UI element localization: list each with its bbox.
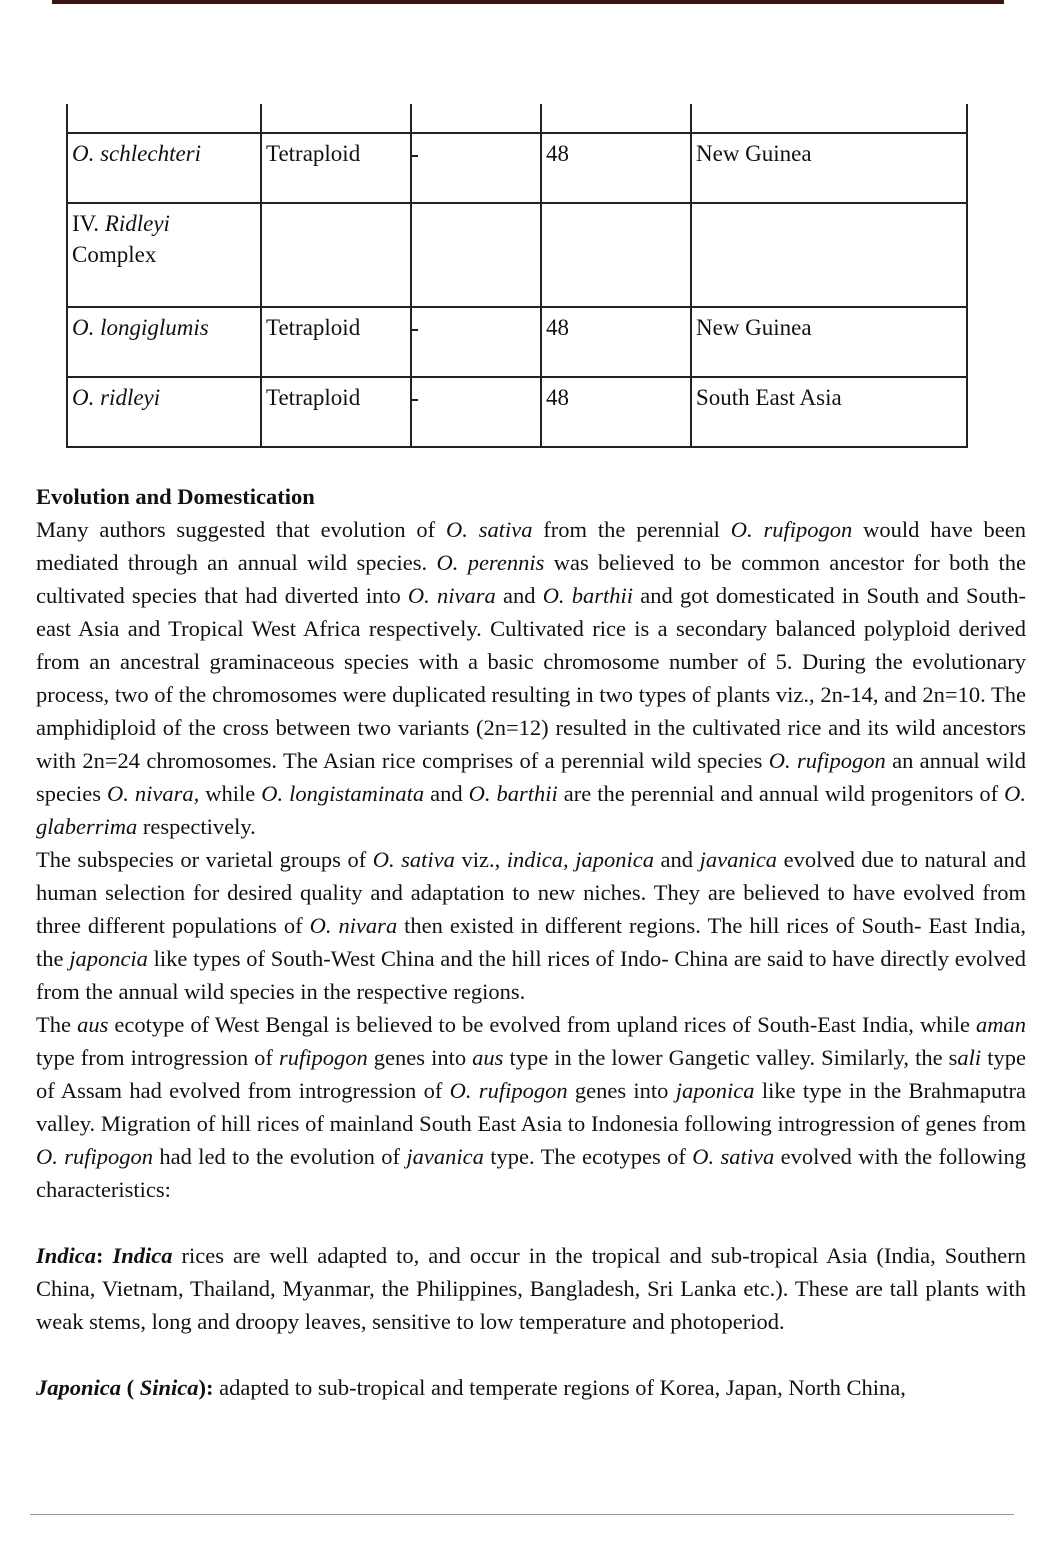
italic-term: O. rufipogon <box>768 748 886 773</box>
table-row <box>67 307 967 377</box>
italic-term: japoncia <box>69 946 148 971</box>
table-row <box>67 133 967 203</box>
italic-term: aman <box>976 1012 1027 1037</box>
chromosome-cell: 48 <box>541 307 691 377</box>
italic-term: O. nivara, <box>106 781 200 806</box>
italic-term: O. glaberrima <box>36 781 1026 839</box>
paragraph-subspecies: The subspecies or varietal groups of O. sativa viz., indica, japonica and javanica evolved due to natural and human selection for desired quality and adaptation to new niches. They are believed to have evolved from three different populations of O. nivara then existed in different regions. The hill rices of South- East India, the japoncia like types of South-West China and the hill rices of Indo- China are said to have directly evolved from the annual wild species in the respective regions. <box>36 847 1027 1004</box>
distribution-cell: South East Asia <box>691 377 967 447</box>
table-row <box>67 377 967 447</box>
table-top-fragment <box>67 104 967 133</box>
italic-term: Ridleyi <box>104 211 170 236</box>
italic-term: O. sativa <box>372 847 455 872</box>
bold-italic-term: Japonica <box>36 1375 122 1400</box>
chromosome-cell: 48 <box>541 377 691 447</box>
bold-text: ( <box>121 1375 140 1400</box>
italic-term: O. barthii <box>468 781 558 806</box>
species-cell: O. ridleyi <box>67 377 261 447</box>
bold-text: : <box>96 1243 113 1268</box>
bottom-rule <box>30 1514 1014 1515</box>
paragraph-ecotypes: The aus ecotype of West Bengal is believed to be evolved from upland rices of South-East India, while aman type from introgression of rufipogon genes into aus type in the lower Gangetic valley. Similarly, the sali type of Assam had evolved from introgression of O. rufipogon genes into japonica like type in the Brahmaputra valley. Migration of hill rices of mainland South East Asia to Indonesia following introgression of genes from O. rufipogon had led to the evolution of javanica type. The ecotypes of O. sativa evolved with the following characteristics: <box>36 1012 1027 1202</box>
dash-mark <box>412 155 418 157</box>
italic-term: japonica <box>675 1078 755 1103</box>
genome-cell <box>411 203 541 307</box>
italic-term: javanica <box>406 1144 484 1169</box>
bold-text: ): <box>198 1375 214 1400</box>
italic-term: O. rufipogon <box>36 1144 154 1169</box>
italic-term: O. sativa <box>446 517 533 542</box>
complex-label: IV. Ridleyi Complex <box>72 211 170 267</box>
bold-italic-term: Indica <box>112 1243 173 1268</box>
article-body <box>36 480 1026 1404</box>
ploidy-cell: Tetraploid <box>261 133 411 203</box>
species-table <box>66 104 968 448</box>
section-heading: Evolution and Domestication <box>36 484 315 509</box>
italic-term: O. nivara <box>309 913 398 938</box>
italic-term: ali <box>957 1045 982 1070</box>
genome-cell <box>411 133 541 203</box>
chromosome-cell: 48 <box>541 133 691 203</box>
genome-cell <box>411 307 541 377</box>
italic-term: aus <box>472 1045 504 1070</box>
ploidy-cell: Tetraploid <box>261 307 411 377</box>
italic-term: rufipogon <box>278 1045 368 1070</box>
italic-term: O. sativa <box>692 1144 775 1169</box>
spacer <box>36 1338 1026 1371</box>
paragraph-japonica: Japonica ( Sinica): adapted to sub-tropical and temperate regions of Korea, Japan, North China, <box>36 1375 906 1400</box>
table-row <box>67 203 967 307</box>
ploidy-cell: Tetraploid <box>261 377 411 447</box>
italic-term: O. barthii <box>542 583 634 608</box>
distribution-cell <box>691 203 967 307</box>
top-rule <box>52 0 1004 4</box>
species-cell <box>67 203 261 307</box>
italic-term: O. longistaminata <box>261 781 425 806</box>
ploidy-cell <box>261 203 411 307</box>
species-cell: O. longiglumis <box>67 307 261 377</box>
dash-mark <box>412 329 418 331</box>
distribution-cell: New Guinea <box>691 307 967 377</box>
italic-term: O. rufipogon <box>449 1078 568 1103</box>
spacer <box>36 1206 1026 1239</box>
chromosome-cell <box>541 203 691 307</box>
paragraph-indica: Indica: Indica rices are well adapted to, and occur in the tropical and sub-tropical Asia (India, Southern China, Vietnam, Thailand, Myanmar, the Philippines, Bangladesh, Sri Lanka etc.). These are tall plants with weak stems, long and droopy leaves, sensitive to low temperature and photoperiod. <box>36 1243 1026 1334</box>
italic-term: O. rufipogon <box>730 517 853 542</box>
bold-italic-term: Indica <box>36 1243 97 1268</box>
distribution-cell: New Guinea <box>691 133 967 203</box>
bold-italic-term: Sinica <box>139 1375 199 1400</box>
italic-term: indica, japonica <box>506 847 654 872</box>
species-cell: O. schlechteri <box>67 133 261 203</box>
italic-term: O. perennis <box>436 550 545 575</box>
italic-term: javanica <box>699 847 778 872</box>
italic-term: aus <box>77 1012 109 1037</box>
genome-cell <box>411 377 541 447</box>
paragraph-evolution: Many authors suggested that evolution of O. sativa from the perennial O. rufipogon would have been mediated through an annual wild species. O. perennis was believed to be common ancestor for both the cultivated species that had diverted into O. nivara and O. barthii and got domesticated in South and South-east Asia and Tropical West Africa respectively. Cultivated rice is a secondary balanced polyploid derived from an ancestral graminaceous species with a basic chromosome number of 5. During the evolutionary process, two of the chromosomes were duplicated resulting in two types of plants viz., 2n-14, and 2n=10. The amphidiploid of the cross between two variants (2n=12) resulted in the cultivated rice and its wild ancestors with 2n=24 chromosomes. The Asian rice comprises of a perennial wild species O. rufipogon an annual wild species O. nivara, while O. longistaminata and O. barthii are the perennial and annual wild progenitors of O. glaberrima respectively. <box>36 517 1027 839</box>
dash-mark <box>412 399 418 401</box>
italic-term: O. nivara <box>407 583 496 608</box>
